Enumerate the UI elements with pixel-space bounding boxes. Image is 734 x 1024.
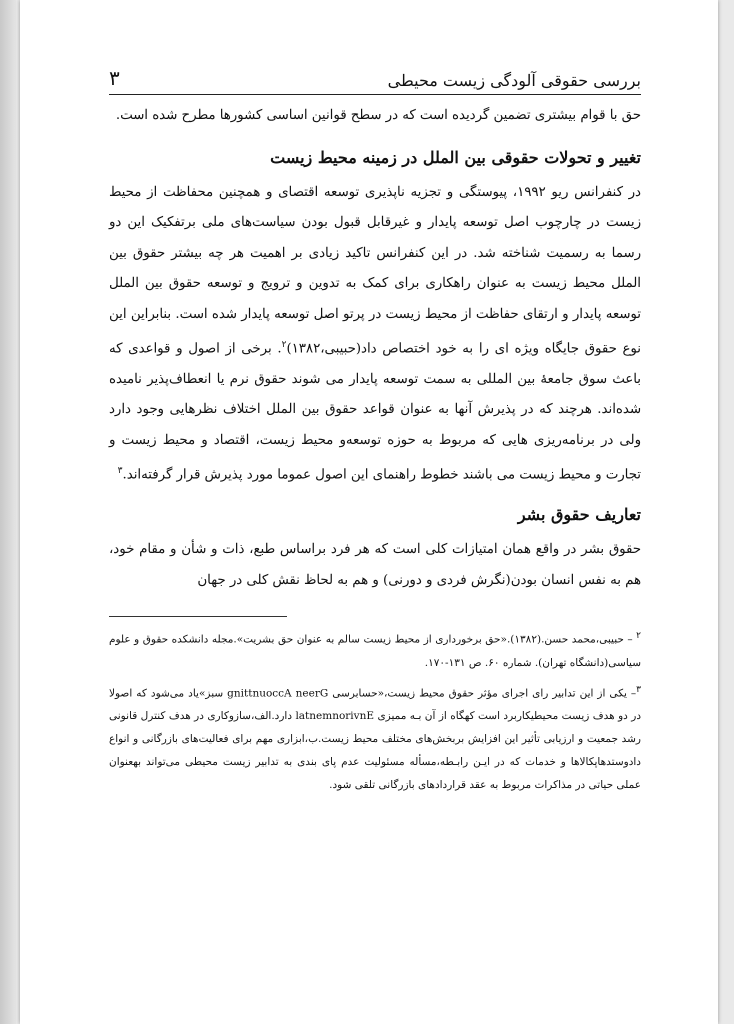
footnote-text: – حبیبی،محمد حسن.(۱۳۸۲).«حق برخورداری از محیط زیست سالم به عنوان حق بشریت».مجله دانشکده حقوق و علوم سیاسی(دانشگاه تهران). شماره ۶۰. ص ۱۳۱-۱۷۰. [109, 633, 641, 669]
paragraph-2-continued: . برخی از اصول و قواعدی که باعث سوق جامعهٔ بین المللی به سمت توسعه پایدار می شوند حقوق نرم یا انعطاف‌پذیر نامیده شده‌اند. هرچند که در پذیرش آنها به عنوان قواعد حقوق بین الملل اختلاف نظرهایی وجود دارد ولی در برنامه‌ریزی هایی که مربوط به حوزه توسعه‌و محیط زیست، اقتصاد و محیط زیست و تجارت و محیط زیست می باشند خطوط راهنمای این اصول عموما مورد پذیرش قرار گرفته‌اند. [109, 341, 641, 483]
page-number: ۳ [109, 66, 120, 90]
running-header [109, 60, 641, 95]
page-content [109, 60, 641, 801]
footnotes [109, 625, 641, 797]
footnote-marker: ۲ [636, 631, 642, 642]
footnote-ref-3: ۳ [117, 466, 123, 477]
paragraph-3: حقوق بشر در واقع همان امتیازات کلی است که هر فرد براساس طبع، ذات و شأن و مقام خود، هم به نفس انسان بودن(نگرش فردی و دورنی) و هم به لحاظ نقش کلی در جهان [109, 542, 641, 588]
paragraph-2 [109, 178, 641, 492]
document-page [20, 0, 718, 1024]
running-title: بررسی حقوقی آلودگی زیست محیطی [387, 71, 641, 90]
footnote-ref-2: ۲ [281, 340, 287, 350]
section-heading-human-rights: تعاریف حقوق بشر [517, 505, 641, 525]
section-heading-environment-law: تغییر و تحولات حقوقی بین الملل در زمینه محیط زیست [270, 147, 641, 167]
paragraph-1: حق با قوام بیشتری تضمین گردیده است که در سطح قوانین اساسی کشورها مطرح شده است. [115, 108, 641, 123]
footnote-separator [109, 616, 287, 617]
footnote-2 [109, 625, 641, 675]
viewer-gutter [0, 0, 16, 1024]
paragraph-2-text: در کنفرانس ریو ۱۹۹۲، پیوستگی و تجزیه ناپذیری توسعه اقتصای و همچنین محفاظت از محیط زیست در چارچوب اصل توسعه پایدار و غیرقابل قبول بودن سیاست‌های ملی برتفکیک این دو رسما به رسمیت شناخته شد. در این کنفرانس تاکید زیادی بر اهمیت هر چه بیشتر حقوق بین الملل محیط زیست به عنوان راهکاری برای کمک به تدوین و ترویج و توسعه حقوق بین الملل توسعه پایدار و ارتقای حفاظت از محیط زیست در پرتو اصل توسعه پایدار شده است. بنابراین این نوع حقوق جایگاه ویژه ای را به خود اختصاص داد(حبیبی،۱۳۸۲) [109, 184, 642, 357]
footnote-text: – یکی از این تدابیر رای اجرای مؤثر حقوق محیط زیست،«حسابرسی gnittnuoccA neerG سبز»یاد می‌شود که اصولا در دو هدف زیست محیطیکاربرد است کهگاه از آن بـه ممیزی latnemnorivnE دارد.الف،سازوکاری در هدف کنترل قانونی رشد جمعیت و ارزیابی تأثیر این افزایش بربخش‌های مختلف محیط زیست.ب،ابزاری مهم برای فعالیت‌های بازرگانی و انواع دادوستدهاپکالاها و خدمات که در ایـن رابـطه،مسأله مسئولیت عدم پای بندی به تدابیر زیست محیطی می‌تواند بهعنوان عملی حیاتی در مذاکرات مربوط به عقد قراردادهای بازرگانی تلقی شود. [109, 687, 641, 792]
footnote-marker: ۳ [636, 684, 641, 695]
footnote-3 [109, 679, 641, 798]
